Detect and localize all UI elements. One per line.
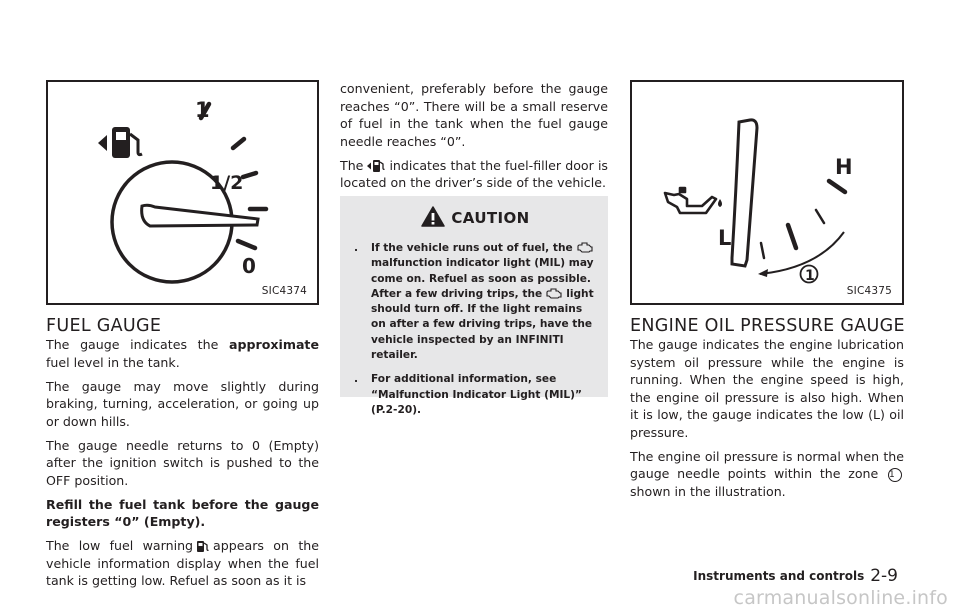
caution-list [354, 241, 600, 427]
fuel-gauge-heading: FUEL GAUGE [46, 316, 162, 336]
page-number: 2-9 [870, 566, 898, 586]
normal-zone-arc [760, 232, 844, 274]
warning-triangle-icon [421, 206, 445, 227]
oil-p2: The engine oil pressure is normal when the gauge needle points within the zone 1 shown in the illustration. [630, 448, 904, 499]
fuel-door-side-icon [366, 158, 386, 173]
label-empty: 0 [242, 254, 256, 278]
caution-box [340, 196, 608, 416]
middle-p2: The indicates that the fuel-filler door is located on the driver’s side of the vehicle. [340, 157, 608, 190]
fuel-pump-icon [98, 127, 142, 158]
fuel-gauge-illustration [48, 82, 316, 302]
footer-section-title: Instruments and controls [693, 569, 865, 583]
caution-title: CAUTION [340, 206, 608, 230]
label-low: L [718, 226, 732, 250]
oil-p1: The gauge indicates the engine lubrication system oil pressure while the engine is running. When the engine speed is high, the engine oil pressure is also high. When it is low, the gauge indicates the low (L) oil pressure. [630, 337, 904, 440]
figure-code: SIC4375 [846, 285, 892, 297]
oil-pressure-body [630, 336, 904, 507]
middle-p1: convenient, preferably before the gauge reaches “0”. There will be a small reserve of fuel in the tank when the fuel gauge needle reaches “0”. [340, 81, 608, 149]
oil-drop-icon [718, 199, 722, 207]
page-footer [693, 566, 898, 586]
zone-arrow [758, 269, 768, 277]
middle-column-body [340, 80, 608, 198]
fuel-gauge-figure [46, 80, 319, 305]
mil-engine-icon [576, 241, 594, 254]
label-high: H [835, 155, 853, 179]
fuel-gauge-body [46, 336, 319, 596]
fuel-p3: The gauge needle returns to 0 (Empty) after the ignition switch is pushed to the OFF position. [46, 437, 319, 488]
fuel-p2: The gauge may move slightly during braking, turning, acceleration, or going up or down hills. [46, 378, 319, 429]
caution-item-1: . If the vehicle runs out of fuel, themalfunction indicator light (MIL) may come on. Refuel as soon as possible. After a few driving trips, the light should turn off. If the light remains on after a few driving trips, have the vehicle inspected by an INFINITI retailer. [354, 242, 594, 362]
low-fuel-warning-icon [196, 538, 210, 553]
zone-label: 1 [805, 268, 815, 284]
fuel-p5: The low fuel warning appears on the vehicle information display when the fuel tank is getting low. Refuel as soon as it is [46, 538, 319, 588]
oil-pressure-illustration [632, 82, 901, 302]
oil-gauge-needle [732, 120, 757, 266]
mil-engine-icon-2 [545, 287, 563, 300]
zone-ref-badge: 1 [888, 468, 902, 482]
label-full: 1 [195, 98, 210, 122]
fuel-p4: Refill the fuel tank before the gauge registers “0” (Empty). [46, 496, 319, 529]
oil-can-icon [665, 188, 716, 213]
caution-item-2: . For additional information, see “Malfunction Indicator Light (MIL)” (P.2-20). [354, 373, 582, 416]
figure-code: SIC4374 [261, 285, 307, 297]
oil-pressure-heading: ENGINE OIL PRESSURE GAUGE [630, 316, 905, 336]
watermark: carmanualsonline.info [733, 587, 948, 609]
oil-pressure-gauge-figure [630, 80, 904, 305]
fuel-p1: The gauge indicates the approximate fuel level in the tank. [46, 337, 319, 370]
label-half: 1/2 [210, 172, 244, 194]
